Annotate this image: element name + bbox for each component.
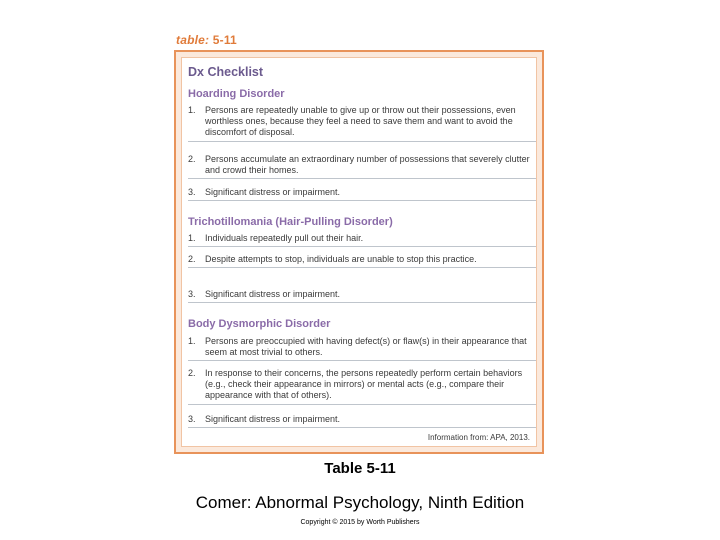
list-item [188, 187, 536, 201]
item-text: Significant distress or impairment. [205, 414, 341, 424]
section-title-hoarding: Hoarding Disorder [188, 88, 285, 100]
dx-checklist-body [181, 57, 537, 447]
item-text: Significant distress or impairment. [205, 187, 341, 197]
item-text: Persons are preoccupied with having defect(s) or flaw(s) in their appearance that seem at most trivial to others. [205, 336, 527, 358]
checklist-title: Dx Checklist [188, 65, 264, 79]
list-item [188, 233, 536, 247]
source-note: Information from: APA, 2013. [427, 433, 530, 442]
item-number: 1. [188, 105, 196, 115]
list-item [188, 254, 536, 268]
list-item [188, 336, 536, 361]
table-tag-number: 5-11 [212, 33, 237, 47]
list-item [188, 368, 536, 405]
item-text: Despite attempts to stop, individuals are unable to stop this practice. [205, 254, 477, 264]
section-title-trichotillomania: Trichotillomania (Hair-Pulling Disorder) [188, 216, 393, 228]
list-item [188, 289, 536, 303]
dx-checklist-card [174, 50, 544, 454]
table-caption: Table 5-11 [324, 460, 396, 477]
item-number: 3. [188, 414, 196, 424]
item-number: 2. [188, 154, 196, 164]
item-number: 3. [188, 289, 196, 299]
item-text: Significant distress or impairment. [205, 289, 341, 299]
book-title: Comer: Abnormal Psychology, Ninth Edition [195, 493, 525, 512]
copyright-notice: Copyright © 2015 by Worth Publishers [300, 519, 420, 526]
table-tag [176, 33, 237, 47]
item-number: 2. [188, 254, 196, 264]
list-item [188, 414, 536, 428]
item-number: 1. [188, 233, 196, 243]
item-text: In response to their concerns, the persons repeatedly perform certain behaviors (e.g., check their appearance in mirrors) or mental acts (e.g., compare their appearance with that of others). [205, 368, 523, 401]
item-number: 1. [188, 336, 196, 346]
item-number: 2. [188, 368, 196, 378]
list-item [188, 154, 536, 179]
item-text: Persons accumulate an extraordinary number of possessions that severely clutter and crowd their homes. [205, 154, 530, 176]
table-tag-word: table: [176, 33, 210, 47]
item-text: Individuals repeatedly pull out their hair. [205, 233, 364, 243]
item-number: 3. [188, 187, 196, 197]
item-text: Persons are repeatedly unable to give up or throw out their possessions, even worthless ones, because they feel a need to save them and want to avoid the discomfort of disposal. [205, 105, 516, 138]
section-title-body-dysmorphic: Body Dysmorphic Disorder [188, 318, 331, 330]
list-item [188, 105, 536, 142]
